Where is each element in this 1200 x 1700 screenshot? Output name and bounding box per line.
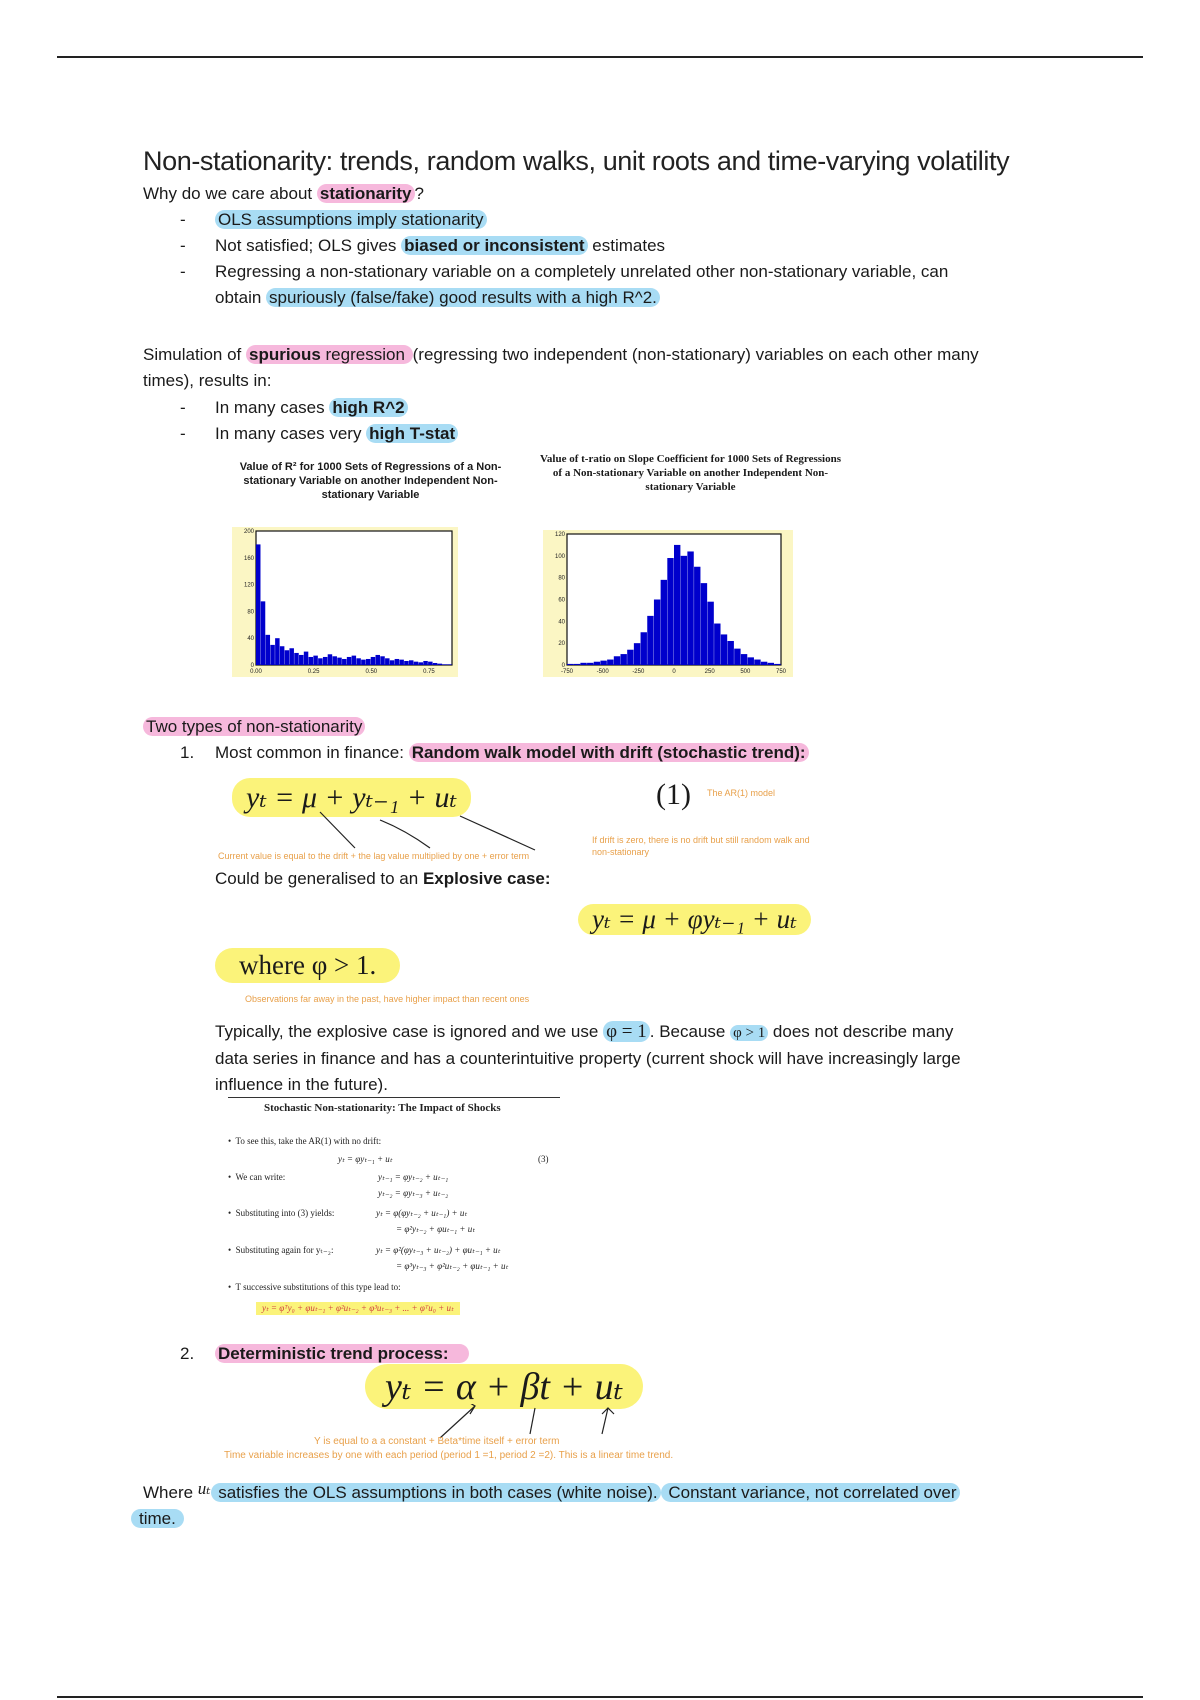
y-tick-label: 40 xyxy=(558,619,565,626)
histogram-bar xyxy=(748,657,754,665)
equation-random-walk: yₜ = μ + yₜ₋₁ + uₜ xyxy=(232,778,471,817)
histogram-bar xyxy=(654,600,660,666)
histogram-bar xyxy=(380,656,384,665)
y-tick-label: 40 xyxy=(247,636,254,643)
histogram-bar xyxy=(574,664,580,665)
note-y-constant: Y is equal to a a constant + Beta*time itself + error term xyxy=(314,1436,560,1447)
histogram-bar xyxy=(409,660,413,665)
note-drift-zero: If drift is zero, there is no drift but still random walk and non-stationary xyxy=(592,835,810,857)
equation-deterministic-trend: yₜ = α + βt + uₜ xyxy=(365,1364,643,1409)
histogram-bar xyxy=(366,659,370,665)
histogram-bar xyxy=(754,660,760,665)
list-item: OLS assumptions imply stationarity xyxy=(215,207,487,233)
histogram-bar xyxy=(376,655,380,665)
equation-explosive: yₜ = μ + φyₜ₋₁ + uₜ xyxy=(578,904,811,935)
dash: - xyxy=(180,210,186,229)
why-line: Why do we care about stationarity ? xyxy=(143,184,424,203)
histogram-bar xyxy=(728,641,734,665)
histogram-bar xyxy=(433,663,437,665)
two-types-heading: Two types of non-stationarity xyxy=(143,714,365,740)
histogram-bar xyxy=(621,654,627,665)
histogram-bar xyxy=(741,654,747,665)
y-tick-label: 20 xyxy=(558,641,565,648)
histogram-bar xyxy=(261,601,265,665)
histogram-bar xyxy=(289,648,293,665)
y-tick-label: 80 xyxy=(558,575,565,582)
annotation-arrows xyxy=(310,808,550,853)
where-paragraph: Where uₜ satisfies the OLS assumptions in both cases (white noise). Constant variance, not correlated over time. xyxy=(143,1476,1043,1532)
histogram-bar xyxy=(674,545,680,665)
x-tick-label: 0.50 xyxy=(365,669,378,675)
histogram-bar xyxy=(667,558,673,665)
list-item: Regressing a non-stationary variable on a completely unrelated other non-stationary variable, can obtain spuriously (false/fake) good results with a high R^2. xyxy=(215,262,949,307)
chart2 xyxy=(543,530,793,677)
histogram-bar xyxy=(567,664,573,665)
histogram-bar xyxy=(318,658,322,665)
histogram-bar xyxy=(587,663,593,665)
histogram-bar xyxy=(275,638,279,665)
dash: - xyxy=(180,262,186,281)
where-phi: where φ > 1. xyxy=(215,948,400,983)
histogram-bar xyxy=(313,656,317,665)
x-tick-label: -250 xyxy=(632,669,645,675)
histogram-bar xyxy=(627,650,633,665)
x-tick-label: 750 xyxy=(775,669,787,675)
histogram-bar xyxy=(634,643,640,665)
bottom-rule xyxy=(57,1696,1143,1698)
histogram-bar xyxy=(641,632,647,665)
item2-num: 2. xyxy=(180,1344,195,1363)
histogram-bar xyxy=(721,634,727,665)
y-tick-label: 60 xyxy=(558,597,565,604)
y-tick-label: 120 xyxy=(243,582,254,589)
histogram-bar xyxy=(661,580,667,665)
histogram-bar xyxy=(352,656,356,665)
chart2-title: Value of t-ratio on Slope Coefficient for 1000 Sets of Regressions of a Non-stationary Variable on another Independent Non-stationary Variable xyxy=(539,453,842,493)
page-title: Non-stationarity: trends, random walks, unit roots and time-varying volatility xyxy=(143,146,1010,176)
typically-paragraph: Typically, the explosive case is ignored and we use φ = 1 . Because φ > 1 does not describe many data series in finance and has a counterintuitive property (current shock will have increasingly large influence in the future). xyxy=(215,1021,961,1094)
histogram-bar xyxy=(285,650,289,665)
list-item: In many cases very high T-stat xyxy=(215,421,458,447)
y-tick-label: 80 xyxy=(247,609,254,616)
note-current-value: Current value is equal to the drift + the lag value multiplied by one + error term xyxy=(218,851,530,861)
slide-bullet: • Substituting into (3) yields: xyxy=(228,1208,335,1218)
histogram-bar xyxy=(600,661,606,665)
dash: - xyxy=(180,424,186,443)
histogram-bar xyxy=(356,658,360,665)
x-tick-label: -750 xyxy=(560,669,574,675)
slide-result-equation: yₜ = φᵀy₀ + φuₜ₋₁ + φ²uₜ₋₂ + φ³uₜ₋₃ + ... + φᵀu₀ + uₜ xyxy=(256,1302,460,1315)
histogram-bar xyxy=(323,657,327,665)
x-tick-label: 250 xyxy=(704,669,715,675)
histogram-bar xyxy=(361,660,365,665)
y-tick-label: 100 xyxy=(554,553,565,560)
histogram-bar xyxy=(438,664,442,665)
histogram-bar xyxy=(270,645,274,665)
histogram-bar xyxy=(761,662,767,665)
histogram-bar xyxy=(390,660,394,665)
y-tick-label: 120 xyxy=(554,532,565,538)
list-item: In many cases high R^2 xyxy=(215,395,408,421)
slide-bullet: • Substituting again for yₜ₋₂: xyxy=(228,1245,334,1255)
histogram-bar xyxy=(304,652,308,665)
histogram-bar xyxy=(332,656,336,665)
histogram-bar xyxy=(395,659,399,665)
histogram-bar xyxy=(694,567,700,665)
histogram-bar xyxy=(768,663,774,665)
item1-num: 1. xyxy=(180,743,195,762)
equation-number: (1) xyxy=(656,778,691,811)
stationarity-highlight: stationarity xyxy=(317,184,415,203)
slide-title: Stochastic Non-stationarity: The Impact of Shocks xyxy=(264,1102,501,1114)
histogram-bar xyxy=(707,602,713,665)
y-tick-label: 160 xyxy=(243,555,254,562)
histogram-bar xyxy=(687,551,693,665)
histogram-bar xyxy=(647,616,653,665)
histogram-bar xyxy=(299,655,303,665)
histogram-bar xyxy=(347,657,351,665)
slide-bullet: • T successive substitutions of this type lead to: xyxy=(228,1282,401,1292)
item1-text: Most common in finance: Random walk model with drift (stochastic trend): xyxy=(215,740,809,766)
note-observations: Observations far away in the past, have higher impact than recent ones xyxy=(245,994,530,1004)
slide-bullet: • To see this, take the AR(1) with no drift: xyxy=(228,1136,382,1146)
note-time-variable: Time variable increases by one with each period (period 1 =1, period 2 =2). This is a linear time trend. xyxy=(224,1450,674,1461)
histogram-bar xyxy=(607,660,613,665)
dash: - xyxy=(180,398,186,417)
histogram-bar xyxy=(447,664,451,665)
histogram-bar xyxy=(256,544,260,665)
histogram-bar xyxy=(774,664,780,665)
x-tick-label: 0.25 xyxy=(307,669,320,675)
histogram-bar xyxy=(423,661,427,665)
histogram-bar xyxy=(614,656,620,665)
x-tick-label: 0.75 xyxy=(423,669,435,675)
histogram-bar xyxy=(266,635,270,665)
x-tick-label: 0.00 xyxy=(250,669,262,675)
histogram-bar xyxy=(404,661,408,665)
histogram-bar xyxy=(294,653,298,665)
histogram-bar xyxy=(385,658,389,665)
histogram-bar xyxy=(337,658,341,665)
histogram-bar xyxy=(328,654,332,665)
histogram-bar xyxy=(309,657,313,665)
histogram-bar xyxy=(428,662,432,665)
top-rule xyxy=(57,56,1143,58)
explosive-line: Could be generalised to an Explosive case: xyxy=(215,869,551,888)
chart1-title: Value of R² for 1000 Sets of Regressions of a Non-stationary Variable on another Independent Non-stationary Variable xyxy=(239,461,502,501)
chart1 xyxy=(232,527,458,677)
histogram-bar xyxy=(399,660,403,665)
histogram-bar xyxy=(734,649,740,665)
y-tick-label: 0 xyxy=(561,663,565,669)
histogram-bar xyxy=(580,663,586,665)
histogram-bar xyxy=(419,662,423,665)
dash: - xyxy=(180,236,186,255)
histogram-bar xyxy=(371,657,375,665)
note-ar1: The AR(1) model xyxy=(707,788,776,798)
histogram-bar xyxy=(681,556,687,665)
x-tick-label: 0 xyxy=(672,669,676,675)
histogram-bar xyxy=(594,662,600,665)
histogram-bar xyxy=(414,662,418,665)
histogram-bar xyxy=(342,659,346,665)
simulation-paragraph: Simulation of spurious regression (regressing two independent (non-stationary) variables on each other many times), results in: xyxy=(143,345,979,390)
list-item: Not satisfied; OLS gives biased or inconsistent estimates xyxy=(215,236,666,255)
plot-area xyxy=(256,531,452,665)
slide-image: Stochastic Non-stationarity: The Impact of Shocks • To see this, take the AR(1) with no drift: yₜ = φyₜ₋₁ + uₜ (3) • We can write: yₜ₋₁ = φyₜ₋₂ + uₜ₋₁ yₜ₋₂ = φyₜ₋₃ + uₜ₋₂ • Substituting into (3) yields: yₜ = φ(φyₜ₋₂ + uₜ₋₁) + uₜ = φ²yₜ₋₂ + φuₜ₋₁ + uₜ • Substituting again for yₜ₋₂: yₜ = φ²(φyₜ₋₃ + uₜ₋₂) + φuₜ₋₁ + uₜ = φ³yₜ₋₃ + φ²uₜ₋₂ + φuₜ₋₁ + uₜ • T successive substitutions of this type lead to: yₜ = φᵀy₀ + φuₜ₋₁ + φ²uₜ₋₂ + φ³uₜ₋₃ + ... + φᵀu₀ + uₜ xyxy=(228,1097,560,1323)
histogram-bar xyxy=(714,624,720,665)
histogram-bar xyxy=(701,583,707,665)
x-tick-label: 500 xyxy=(740,669,751,675)
y-tick-label: 200 xyxy=(243,529,254,535)
y-tick-label: 0 xyxy=(250,663,254,669)
histogram-bar xyxy=(280,646,284,665)
slide-bullet: • We can write: xyxy=(228,1172,286,1182)
x-tick-label: -500 xyxy=(596,669,609,675)
item2-text: Deterministic trend process: xyxy=(215,1341,469,1367)
histogram-bar xyxy=(442,664,446,665)
